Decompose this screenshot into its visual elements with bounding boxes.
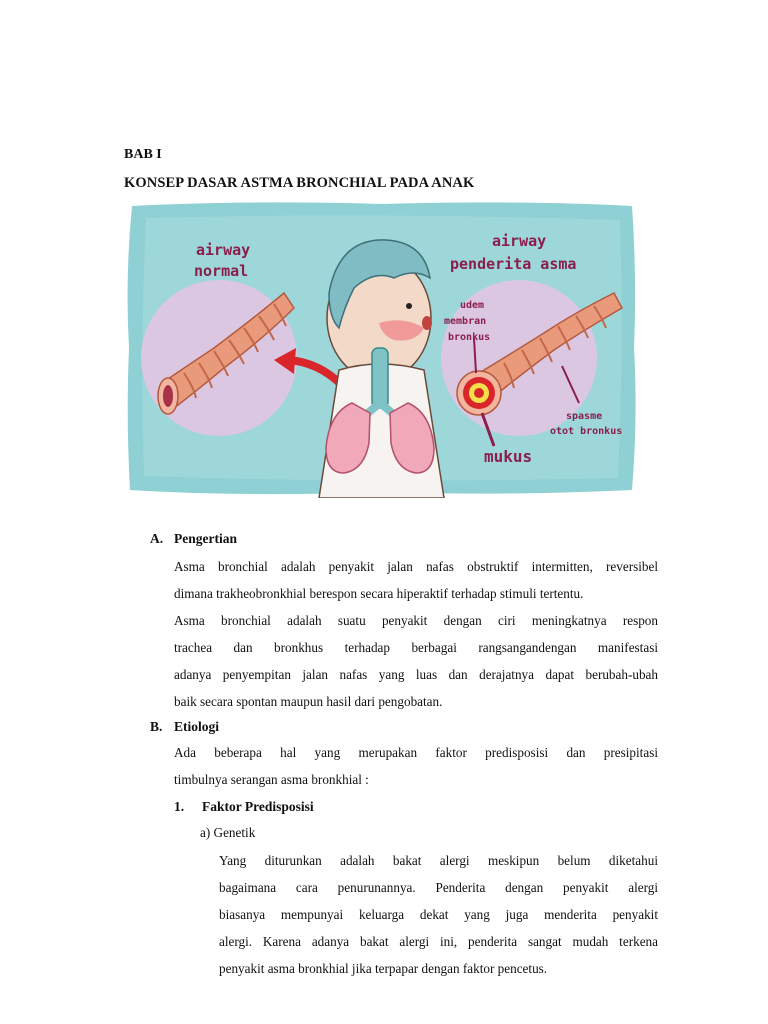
section-a-heading — [150, 531, 450, 551]
item-1-marker: 1. — [174, 799, 185, 814]
section-b-title: Etiologi — [174, 719, 220, 734]
label-spasme-2: otot bronkus — [550, 426, 623, 437]
paragraph-line: bagaimana cara penurunannya. Penderita dengan penyakit alergi — [219, 880, 658, 895]
chapter-label: BAB I — [124, 147, 162, 162]
item-1-heading — [174, 799, 474, 819]
paragraph-line: adanya penyempitan jalan nafas yang luas dan derajatnya dapat berubah-ubah — [174, 667, 658, 682]
paragraph-line: Asma bronchial adalah suatu penyakit dengan ciri meningkatnya respon — [174, 613, 658, 628]
section-a-marker: A. — [150, 531, 164, 546]
paragraph-line: alergi. Karena adanya bakat alergi ini, penderita sangat mudah terkena — [219, 934, 658, 949]
label-spasme-1: spasme — [566, 411, 603, 422]
item-1-title: Faktor Predisposisi — [202, 799, 314, 814]
label-mukus: mukus — [484, 447, 533, 466]
paragraph-line: Asma bronchial adalah penyakit jalan nafas obstruktif intermitten, reversibel — [174, 559, 658, 574]
section-b-paragraph — [174, 739, 658, 793]
paragraph-line: Ada beberapa hal yang merupakan faktor predisposisi dan presipitasi — [174, 745, 658, 760]
label-airway-asma-1: airway — [492, 232, 547, 250]
section-b-heading — [150, 719, 450, 739]
sub-item-genetik: a) Genetik — [200, 825, 256, 840]
label-airway-normal-2: normal — [194, 262, 249, 280]
genetik-paragraph — [219, 847, 658, 982]
airway-illustration — [124, 198, 639, 498]
paragraph-line: penyakit asma bronkhial jika terpapar dengan faktor pencetus. — [219, 961, 548, 976]
paragraph-line: trachea dan bronkhus terhadap berbagai rangsangandengan manifestasi — [174, 640, 658, 655]
paragraph-line: biasanya mempunyai keluarga dekat yang juga menderita penyakit — [219, 907, 658, 922]
section-b-marker: B. — [150, 719, 163, 734]
paragraph-line: baik secara spontan maupun hasil dari pengobatan. — [174, 694, 443, 709]
label-udem-2: membran — [444, 316, 487, 327]
section-a-paragraph — [174, 553, 658, 715]
label-airway-asma-2: penderita asma — [450, 255, 577, 273]
label-udem-1: udem — [460, 300, 485, 311]
label-udem-3: bronkus — [448, 332, 491, 343]
paragraph-line: Yang diturunkan adalah bakat alergi meskipun belum diketahui — [219, 853, 658, 868]
paragraph-line: dimana trakheobronkhial berespon secara hiperaktif terhadap stimuli tertentu. — [174, 586, 584, 601]
section-a-title: Pengertian — [174, 531, 237, 546]
chapter-title: KONSEP DASAR ASTMA BRONCHIAL PADA ANAK — [124, 175, 475, 191]
paragraph-line: timbulnya serangan asma bronkhial : — [174, 772, 369, 787]
label-airway-normal-1: airway — [196, 241, 251, 259]
